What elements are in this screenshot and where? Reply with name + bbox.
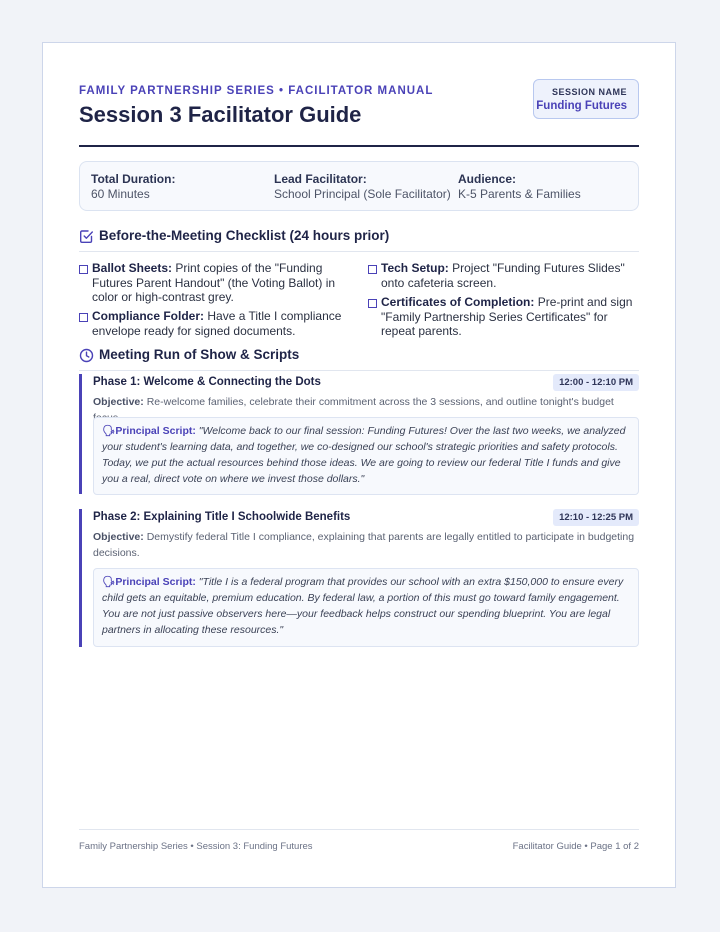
checkbox-square — [79, 313, 88, 322]
session-name-value: Funding Futures — [536, 100, 627, 112]
checklist-heading-text: Before-the-Meeting Checklist (24 hours prior) — [99, 228, 390, 243]
checklist-item-text: Have a Title I compliance envelope ready for signed documents. — [92, 309, 342, 338]
checklist-item-text: Project "Funding Futures Slides" onto cafeteria screen. — [381, 261, 625, 290]
objective-text: Demystify federal Title I compliance, explaining that parents are legally entitled to participate in budgeting decisions. — [93, 531, 635, 559]
checklist-item-tech — [368, 261, 641, 291]
info-key: Total Duration: — [91, 172, 176, 186]
session-name-label: SESSION NAME — [551, 87, 627, 97]
info-audience — [458, 172, 581, 202]
checklist-item-text: Pre-print and sign "Family Partnership Series Certificates" for repeat parents. — [381, 295, 633, 338]
checkbox-icon — [79, 229, 94, 244]
info-facilitator — [274, 172, 451, 202]
checkbox-square — [79, 265, 88, 274]
phase-1 — [79, 374, 639, 494]
objective-label: Objective: — [93, 531, 144, 543]
page-title: Session 3 Facilitator Guide — [79, 102, 362, 127]
checklist-item-text: Print copies of the "Funding Futures Parent Handout" (the Voting Ballot) in color or high-contrast grey. — [92, 261, 336, 304]
script-label: Principal Script: — [115, 576, 196, 588]
checkbox-square — [368, 265, 377, 274]
script-label: Principal Script: — [115, 425, 196, 437]
script-text: "Title I is a federal program that provides our school with an extra $150,000 to ensure every child gets an equitable, premium education. By federal law, a portion of this must go toward family engagement. You are not just passive observers here—your feedback helps construct our spending blueprint. You are legal partners in allocating these resources." — [102, 576, 624, 636]
time-badge: 12:00 - 12:10 PM — [553, 374, 639, 391]
speaker-icon: 🗣 — [102, 425, 116, 437]
checklist-item-label: Certificates of Completion: — [381, 295, 535, 309]
checklist-item-compliance — [79, 309, 354, 339]
script-box — [93, 417, 639, 495]
run-of-show-heading-text: Meeting Run of Show & Scripts — [99, 347, 300, 362]
speaker-icon: 🗣 — [102, 576, 116, 588]
checklist-item-certificates — [368, 295, 641, 339]
objective-label: Objective: — [93, 396, 144, 408]
info-value: K-5 Parents & Families — [458, 187, 581, 201]
session-info-box — [79, 161, 639, 211]
checklist-item-label: Ballot Sheets: — [92, 261, 173, 275]
clock-icon — [79, 348, 94, 363]
checklist-heading — [79, 225, 639, 252]
checkbox-square — [368, 299, 377, 308]
document-page — [42, 42, 676, 888]
run-of-show-heading — [79, 344, 639, 371]
checklist-item-ballot — [79, 261, 354, 305]
phase-title: Phase 2: Explaining Title I Schoolwide Benefits — [93, 511, 351, 523]
page-header — [79, 79, 639, 147]
phase-objective — [93, 530, 639, 561]
script-text: "Welcome back to our final session: Funding Futures! Over the last two weeks, we analyzed your student's learning data, and together, we co-designed our school's strategic priorities and safety protocols. Today, we put the actual resources behind those ideas. We are going to review our federal Title I funds and give you a real, direct vote on where we invest those dollars." — [102, 425, 626, 485]
info-value: 60 Minutes — [91, 187, 150, 201]
info-key: Audience: — [458, 172, 517, 186]
info-duration — [91, 172, 175, 202]
checklist-item-label: Tech Setup: — [381, 261, 449, 275]
footer-right: Facilitator Guide • Page 1 of 2 — [512, 841, 639, 852]
checklist-item-label: Compliance Folder: — [92, 309, 205, 323]
phase-2 — [79, 509, 639, 647]
footer-left: Family Partnership Series • Session 3: Funding Futures — [79, 841, 313, 852]
info-key: Lead Facilitator: — [274, 172, 367, 186]
objective-text: Re-welcome families, celebrate their commitment across the 3 sessions, and outline tonight's budget — [146, 396, 614, 408]
session-name-box — [533, 79, 639, 119]
info-value: School Principal (Sole Facilitator) — [274, 187, 451, 201]
phase-title: Phase 1: Welcome & Connecting the Dots — [93, 376, 321, 388]
footer-divider — [79, 829, 639, 830]
script-box — [93, 568, 639, 647]
series-eyebrow: FAMILY PARTNERSHIP SERIES • FACILITATOR MANUAL — [79, 85, 434, 97]
time-badge: 12:10 - 12:25 PM — [553, 509, 639, 526]
